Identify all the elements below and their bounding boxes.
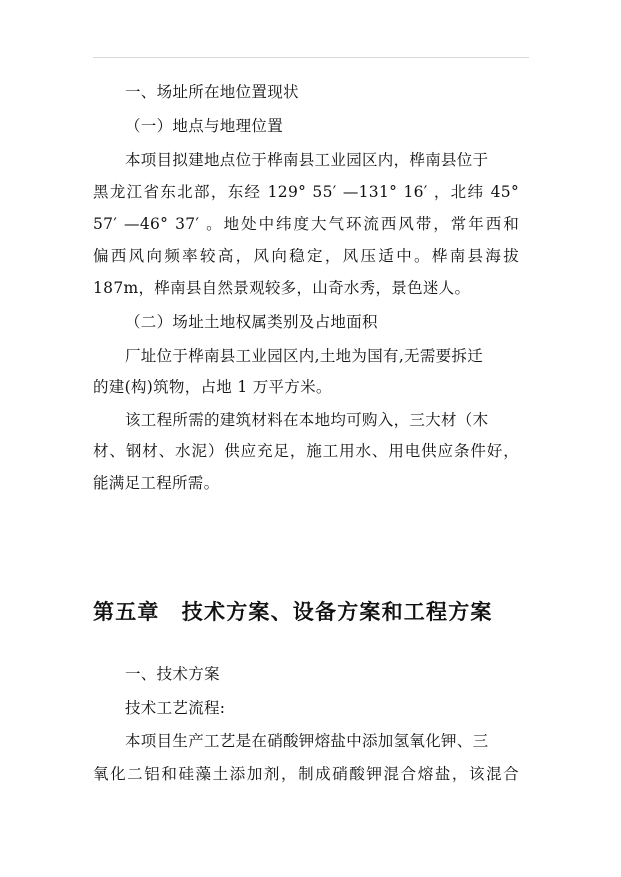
- section-heading-technical-plan: 一、技术方案: [125, 665, 220, 683]
- paragraph-line: 偏西风向频率较高，风向稳定，风压适中。桦南县海拔: [93, 247, 519, 265]
- paragraph-line: 的建(构)筑物，占地 1 万平方米。: [93, 378, 332, 396]
- subsection-heading-land: （二）场址土地权属类别及占地面积: [125, 313, 378, 331]
- chapter-title: 第五章 技术方案、设备方案和工程方案: [93, 599, 493, 624]
- paragraph-line: 厂址位于桦南县工业园区内,土地为国有,无需要拆迁: [125, 347, 484, 365]
- paragraph-line: 该工程所需的建筑材料在本地均可购入，三大材（木: [125, 411, 489, 429]
- paragraph-line: 本项目生产工艺是在硝酸钾熔盐中添加氢氧化钾、三: [125, 732, 489, 750]
- paragraph-line: 氧化二铝和硅藻土添加剂，制成硝酸钾混合熔盐，该混合: [93, 765, 519, 783]
- subsection-heading-location: （一）地点与地理位置: [125, 117, 284, 135]
- paragraph-line: 能满足工程所需。: [93, 474, 220, 492]
- paragraph-line: 57′ —46° 37′ 。地处中纬度大气环流西风带，常年西和: [93, 215, 519, 233]
- paragraph-line: 187m，桦南县自然景观较多，山奇水秀，景色迷人。: [93, 279, 471, 297]
- paragraph-line: 材、钢材、水泥）供应充足，施工用水、用电供应条件好，: [93, 442, 519, 460]
- paragraph-line: 黑龙江省东北部，东经 129° 55′ —131° 16′ ，北纬 45°: [93, 183, 519, 201]
- header-rule: [93, 57, 529, 58]
- subheading-process-flow: 技术工艺流程:: [125, 699, 226, 717]
- section-heading-site-location: 一、场址所在地位置现状: [125, 83, 299, 101]
- paragraph-line: 本项目拟建地点位于桦南县工业园区内，桦南县位于: [125, 151, 489, 169]
